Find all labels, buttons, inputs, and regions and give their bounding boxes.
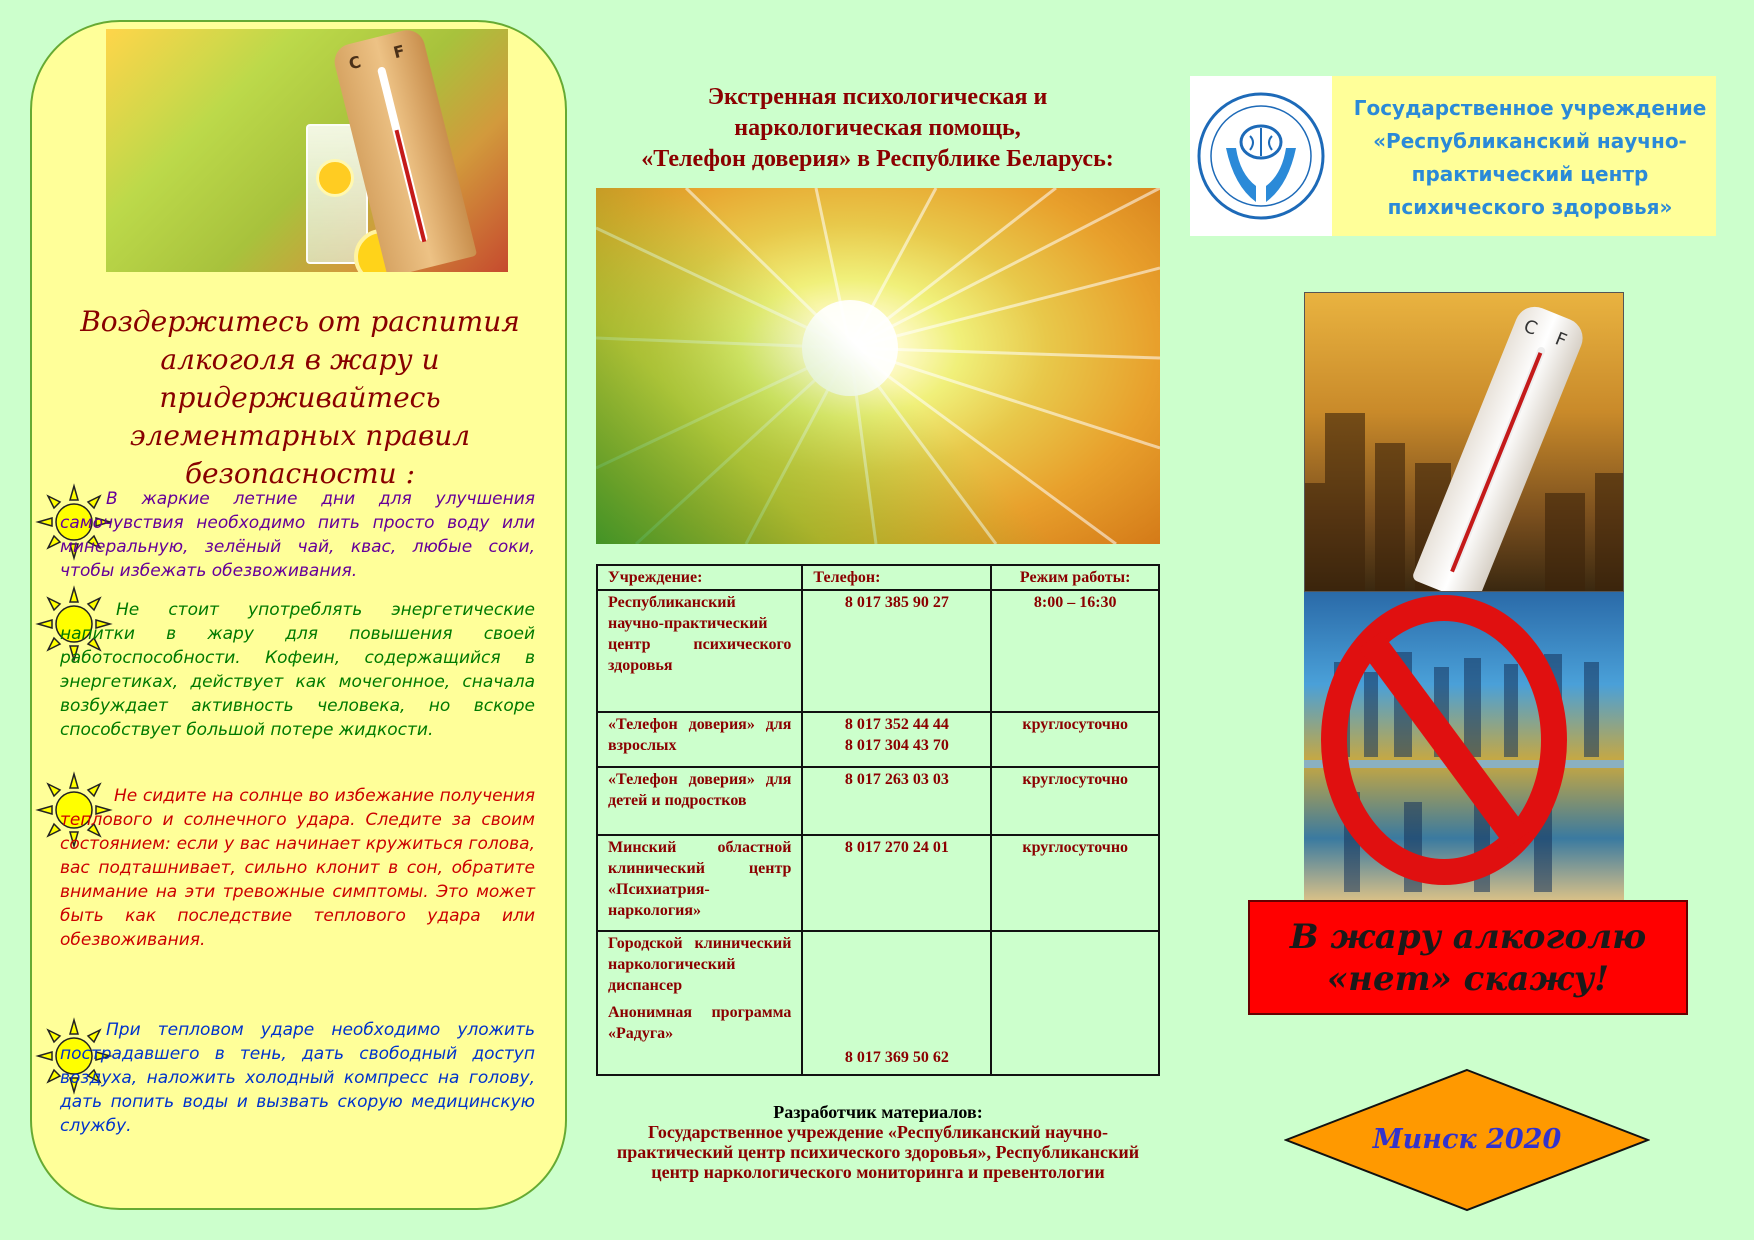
hours-cell: круглосуточно xyxy=(991,767,1159,834)
org-cell: Минский областной клинический центр «Психиатрия-наркология» xyxy=(597,835,802,931)
prohibition-sign-icon xyxy=(1314,592,1574,890)
table-header-row xyxy=(597,565,1159,590)
heading-line: Экстренная психологическая и xyxy=(707,84,1048,110)
table-row xyxy=(597,767,1159,834)
org-name-line: Государственное учреждение xyxy=(1353,96,1707,120)
phone-cell xyxy=(802,712,991,767)
table-row xyxy=(597,931,1159,1075)
hours-cell: 8:00 – 16:30 xyxy=(991,590,1159,712)
alcohol-bottles-photo xyxy=(1304,592,1624,900)
table-row xyxy=(597,835,1159,931)
phone-cell: 8 017 385 90 27 xyxy=(802,590,991,712)
slogan-line: В жару алкоголю xyxy=(1289,917,1647,957)
org-header xyxy=(1190,76,1716,236)
slogan-banner xyxy=(1248,900,1688,1015)
hours-cell: круглосуточно xyxy=(991,835,1159,931)
phone-cell: 8 017 263 03 03 xyxy=(802,767,991,834)
org-cell: Республиканский научно-практический центр психического здоровья xyxy=(597,590,802,712)
fahrenheit-label: F xyxy=(1552,328,1570,352)
org-cell: «Телефон доверия» для взрослых xyxy=(597,712,802,767)
phone-cell: 8 017 270 24 01 xyxy=(802,835,991,931)
tip-text: В жаркие летние дни для улучшения самочувствия необходимо пить просто воду или минеральную, зелёный чай, квас, любые соки, чтобы избежать обезвоживания. xyxy=(60,489,535,581)
tip-sun xyxy=(60,784,535,952)
org-cell: «Телефон доверия» для детей и подростков xyxy=(597,767,802,834)
developer-heading: Разработчик материалов: xyxy=(773,1102,983,1122)
phone-number: 8 017 304 43 70 xyxy=(844,737,949,755)
left-heading: Воздержитесь от распития алкоголя в жару и придерживайтесь элементарных правил безопасности : xyxy=(80,305,520,490)
hours-cell: круглосуточно xyxy=(991,712,1159,767)
org-name-line: «Республиканский научно- xyxy=(1373,129,1687,153)
celsius-label: C xyxy=(346,52,363,74)
org-cell xyxy=(597,931,802,1075)
lemon-slice xyxy=(316,159,354,197)
helpline-heading xyxy=(590,82,1165,175)
city-year-label: Минск 2020 xyxy=(1372,1124,1562,1155)
developer-credits xyxy=(596,1102,1160,1182)
tip-text: Не сидите на солнце во избежание получения теплового и солнечного удара. Следите за своим состоянием: если у вас начинает кружиться голова, вас подташнивает, сильно клонит в сон, обратите внимание на эти тревожные симптомы. Это может быть как последствие теплового удара или обезвоживания. xyxy=(60,786,535,950)
brain-hands-logo-icon xyxy=(1190,76,1332,236)
org-name-line: психического здоровья» xyxy=(1387,195,1673,219)
celsius-label: C xyxy=(1520,315,1541,340)
lemonade-thermometer-photo xyxy=(106,29,508,272)
hours-cell xyxy=(991,931,1159,1075)
org-logo xyxy=(1190,76,1332,236)
org-name: Анонимная программа «Радуга» xyxy=(608,1003,792,1042)
slogan-line: «нет» скажу! xyxy=(1326,959,1610,999)
column-header: Телефон: xyxy=(802,565,991,590)
org-name: Городской клинический наркологический диспансер xyxy=(608,934,792,994)
heading-line: наркологическая помощь, xyxy=(734,115,1021,141)
tip-text: При тепловом ударе необходимо уложить пострадавшего в тень, дать свободный доступ воздуха, наложить холодный компресс на голову, дать попить воды и вызвать скорую медицинскую службу. xyxy=(60,1020,535,1136)
phone-number: 8 017 352 44 44 xyxy=(844,716,949,734)
tip-heatstroke xyxy=(60,1018,535,1138)
table-row xyxy=(597,590,1159,712)
tip-water xyxy=(60,487,535,583)
column-header: Режим работы: xyxy=(991,565,1159,590)
city-heat-thermometer-photo xyxy=(1304,292,1624,592)
heading-line: «Телефон доверия» в Республике Беларусь: xyxy=(641,146,1114,172)
fahrenheit-label: F xyxy=(391,41,407,63)
table-row xyxy=(597,712,1159,767)
developer-body: Государственное учреждение «Республиканский научно-практический центр психического здоровья», Республиканский центр наркологического мониторинга и превентологии xyxy=(616,1122,1140,1182)
thermometer-liquid xyxy=(395,130,427,243)
org-name-line: практический центр xyxy=(1411,162,1649,186)
sunburst-image xyxy=(596,188,1160,544)
tip-text: Не стоит употреблять энергетические напитки в жару для повышения своей работоспособности. Кофеин, содержащийся в энергетиках, действует как мочегонное, сначала возбуждает активность человека, но вскоре способствует большой потере жидкости. xyxy=(60,600,535,740)
tip-energy-drinks xyxy=(60,598,535,742)
phone-cell: 8 017 369 50 62 xyxy=(802,931,991,1075)
green-overlay xyxy=(596,188,1160,544)
helpline-table xyxy=(596,564,1160,1076)
column-header: Учреждение: xyxy=(597,565,802,590)
org-name-block xyxy=(1350,92,1710,224)
